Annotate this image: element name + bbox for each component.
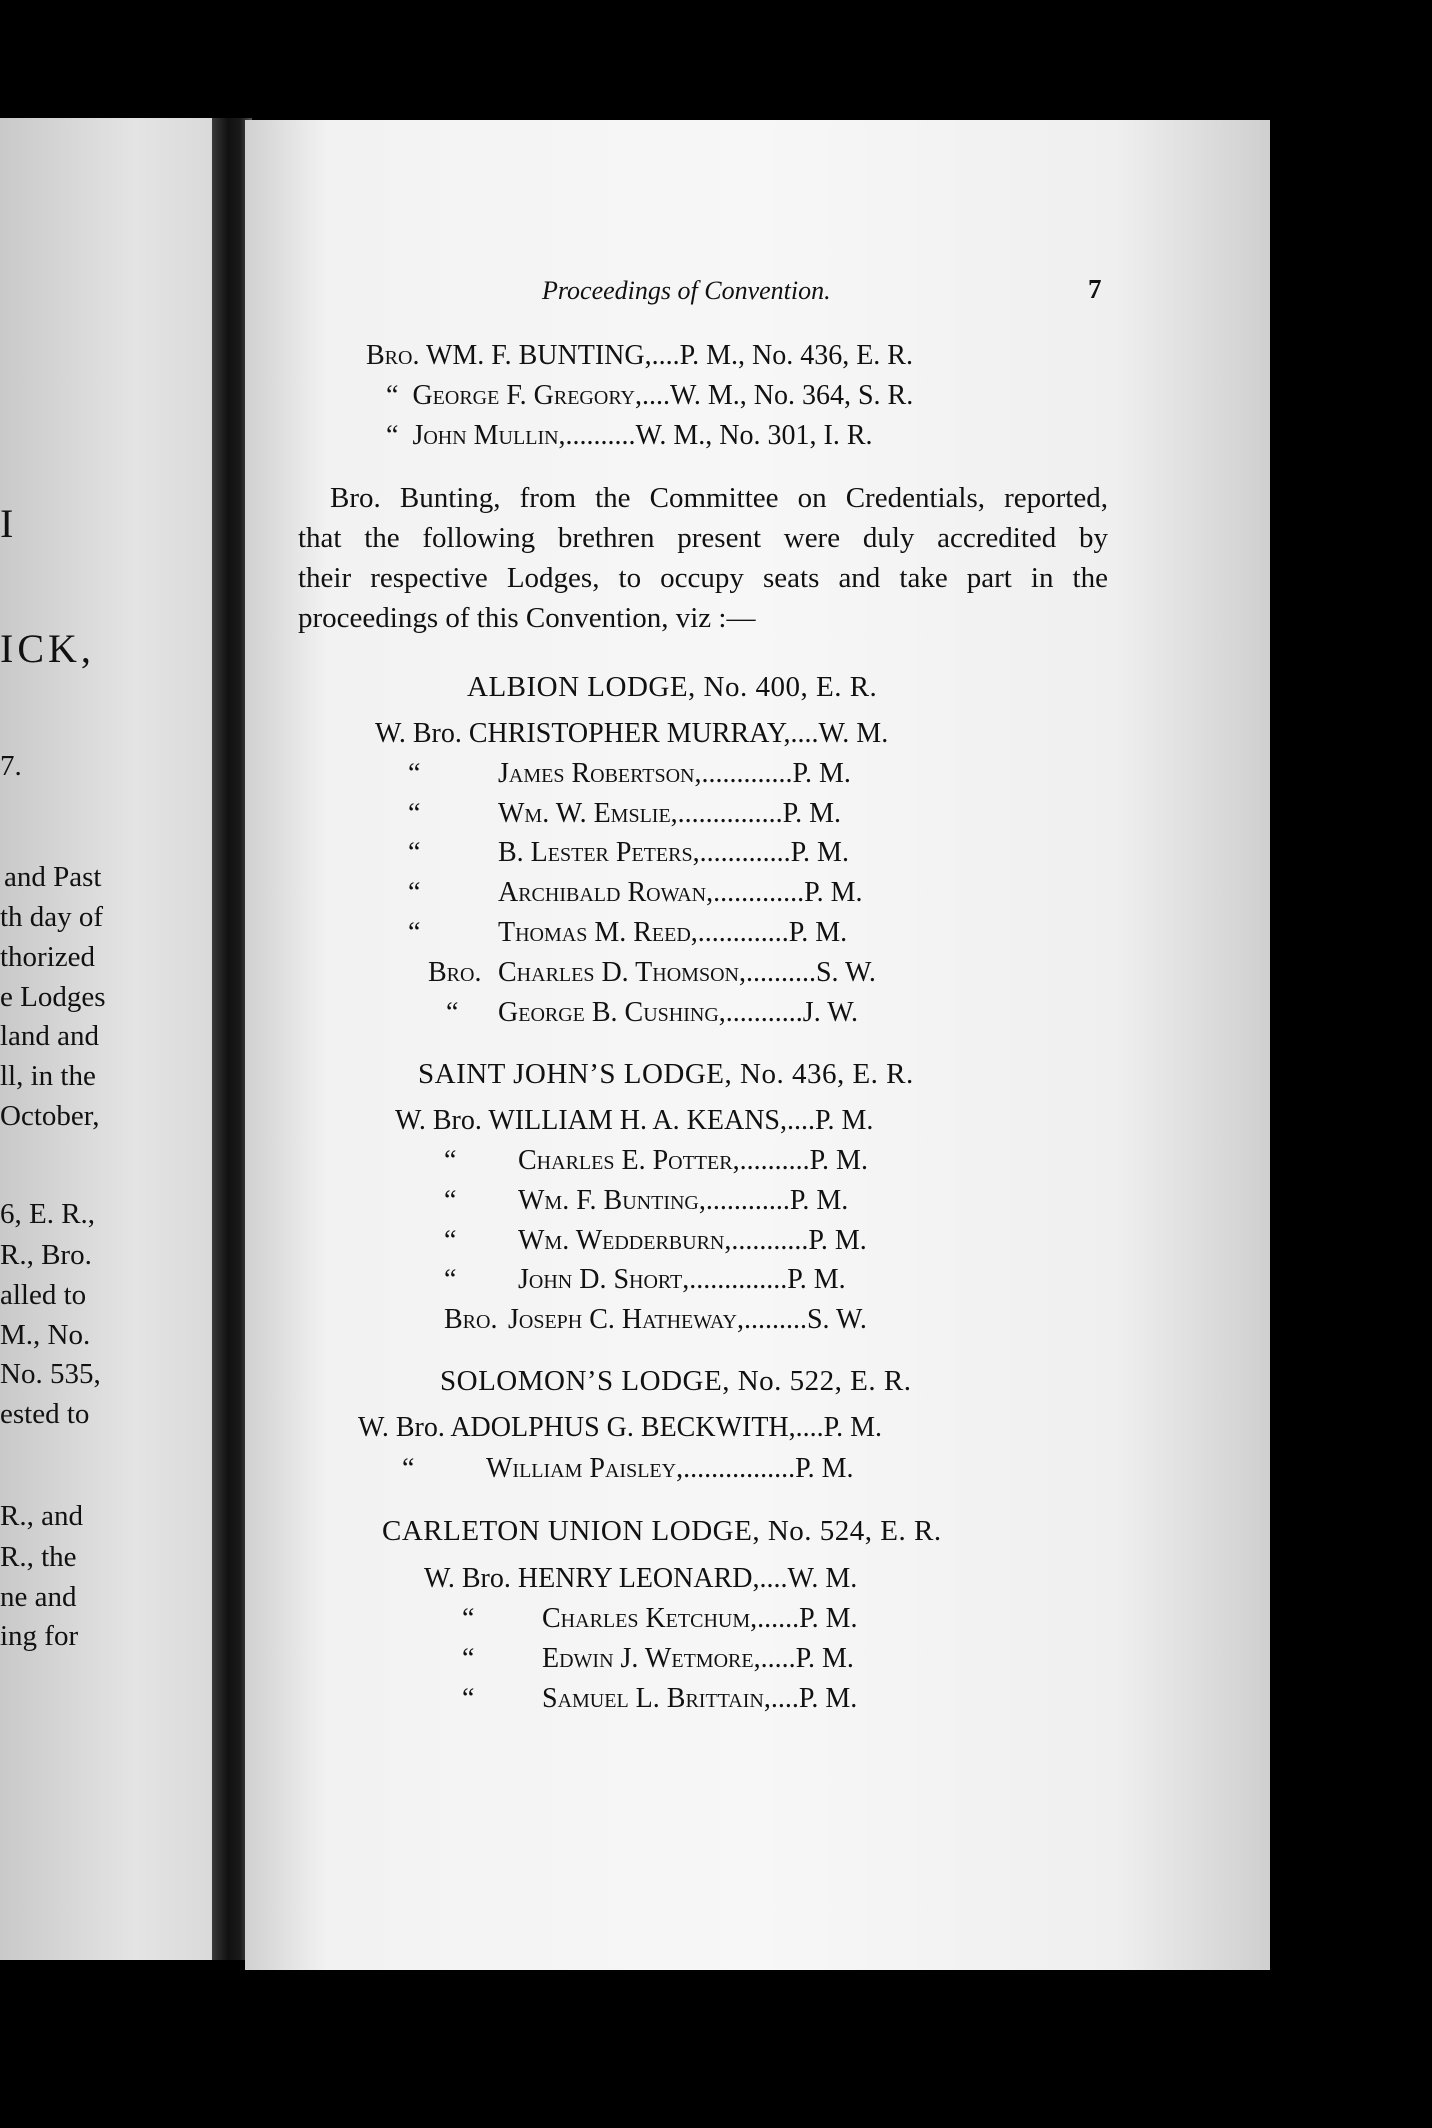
left-fragment: ICK,: [0, 626, 95, 671]
left-fragment: thorized: [0, 941, 96, 973]
paragraph-line: their respective Lodges, to occupy seats and take part in the: [298, 562, 1108, 594]
member-rank: P. M.: [789, 1185, 849, 1216]
member-rank: P. M.: [788, 917, 848, 948]
leader-dots: ..............: [689, 1264, 788, 1295]
member-name: Wm. Wedderburn,: [518, 1225, 732, 1256]
member-row: [518, 1185, 848, 1217]
member-rank: P. M.: [795, 1643, 854, 1674]
member-row: [408, 877, 420, 909]
lodge-heading: ALBION LODGE, No. 400, E. R.: [467, 671, 878, 703]
left-fragment: M., No.: [0, 1319, 91, 1351]
member-prefix: W. Bro.: [395, 1105, 482, 1136]
member-rank: P. M.: [792, 758, 851, 789]
member-row: [542, 1603, 858, 1635]
ditto-mark: “: [408, 837, 421, 868]
committee-row: [386, 420, 873, 452]
left-fragment: ested to: [0, 1398, 90, 1430]
member-rank: P. M.: [798, 1683, 858, 1714]
member-row: [542, 1683, 857, 1715]
ditto-mark: “: [408, 758, 421, 789]
leader-dots: ...........: [731, 1225, 809, 1256]
left-fragment: e Lodges: [0, 981, 106, 1013]
member-prefix: Bro.: [444, 1304, 498, 1335]
paragraph-line: proceedings of this Convention, viz :—: [298, 602, 756, 634]
member-row: [508, 1304, 867, 1336]
member-row: [408, 798, 420, 830]
left-fragment: R., Bro.: [0, 1239, 92, 1271]
member-prefix: W. Bro.: [424, 1563, 511, 1594]
member-row: [375, 718, 888, 750]
member-row: [498, 997, 858, 1029]
member-rank: P. M., No. 436, E. R.: [679, 340, 913, 371]
left-fragment: I: [0, 501, 18, 546]
member-name: Charles E. Potter,: [518, 1145, 740, 1176]
leader-dots: ....: [759, 1563, 788, 1594]
member-rank: P. M.: [815, 1105, 874, 1136]
member-prefix: Bro.: [428, 957, 482, 988]
leader-dots: ..........: [745, 957, 816, 988]
member-rank: J. W.: [802, 997, 859, 1028]
member-name: Charles D. Thomson,: [498, 957, 746, 988]
member-row: [498, 837, 849, 869]
leader-dots: ................: [683, 1453, 796, 1484]
leader-dots: ...........: [725, 997, 803, 1028]
ditto-mark: “: [386, 420, 399, 451]
member-name: Joseph C. Hatheway,: [508, 1304, 744, 1335]
ditto-mark: “: [408, 877, 421, 908]
leader-dots: ....: [770, 1683, 799, 1714]
member-rank: W. M.: [787, 1563, 858, 1594]
member-row: [498, 758, 851, 790]
member-rank: P. M.: [809, 1145, 868, 1176]
member-row: [542, 1643, 854, 1675]
leader-dots: .....: [760, 1643, 796, 1674]
member-name: Samuel L. Brittain,: [542, 1683, 771, 1714]
member-row: [358, 1412, 882, 1444]
left-fragment: ne and: [0, 1581, 77, 1613]
member-name: WILLIAM H. A. KEANS,: [488, 1105, 787, 1136]
ditto-mark: “: [444, 1145, 457, 1176]
page-number: 7: [1088, 274, 1102, 304]
leader-dots: ....: [790, 718, 819, 749]
leader-dots: ..........: [739, 1145, 810, 1176]
member-row: [424, 1563, 857, 1595]
left-fragment: R., and: [0, 1500, 83, 1532]
member-row: [486, 1453, 853, 1485]
leader-dots: .........: [743, 1304, 807, 1335]
member-prefix: W. Bro.: [375, 718, 462, 749]
ditto-mark: “: [446, 997, 459, 1028]
member-row: [408, 837, 420, 869]
member-name: George F. Gregory,: [412, 380, 642, 411]
member-name: Charles Ketchum,: [542, 1603, 758, 1634]
ditto-mark: “: [408, 798, 421, 829]
member-row: [462, 1683, 474, 1715]
member-name: Thomas M. Reed,: [498, 917, 698, 948]
running-head: Proceedings of Convention.: [542, 276, 831, 305]
left-fragment: 7.: [0, 750, 22, 782]
member-name: John D. Short,: [518, 1264, 690, 1295]
leader-dots: ....: [642, 380, 670, 411]
member-rank: P. M.: [799, 1603, 858, 1634]
leader-dots: .............: [697, 917, 789, 948]
leader-dots: ..........: [565, 420, 636, 451]
member-rank: W. M.: [818, 718, 889, 749]
leader-dots: ......: [757, 1603, 800, 1634]
committee-row: [366, 340, 913, 372]
member-row: [462, 1603, 474, 1635]
member-row: [395, 1105, 873, 1137]
member-row: [446, 997, 458, 1029]
left-fragment: October,: [0, 1100, 100, 1132]
member-prefix: W. Bro.: [358, 1412, 445, 1443]
left-fragment: 6, E. R.,: [0, 1198, 96, 1230]
ditto-mark: “: [386, 380, 399, 411]
member-name: George B. Cushing,: [498, 997, 726, 1028]
member-rank: P. M.: [808, 1225, 867, 1256]
member-row: [408, 917, 420, 949]
ditto-mark: “: [444, 1185, 457, 1216]
leader-dots: ....: [787, 1105, 815, 1136]
ditto-mark: “: [462, 1643, 475, 1674]
member-row: [498, 798, 841, 830]
member-row: [428, 957, 481, 989]
member-row: [408, 758, 420, 790]
member-name: Wm. F. Bunting,: [518, 1185, 706, 1216]
member-name: William Paisley,: [486, 1453, 684, 1484]
member-row: [498, 917, 847, 949]
left-fragment: ll, in the: [0, 1060, 96, 1092]
member-name: Wm. W. Emslie,: [498, 798, 678, 829]
ditto-mark: “: [444, 1264, 457, 1295]
member-row: [444, 1185, 456, 1217]
member-row: [444, 1225, 456, 1257]
paragraph-line: that the following brethren present were duly accredited by: [298, 522, 1108, 554]
paragraph-line: Bro. Bunting, from the Committee on Credentials, reported,: [330, 482, 1108, 514]
member-row: [462, 1643, 474, 1675]
member-rank: S. W.: [806, 1304, 867, 1335]
leader-dots: ....: [795, 1412, 824, 1443]
lodge-heading: SAINT JOHN’S LODGE, No. 436, E. R.: [418, 1058, 914, 1090]
member-name: WM. F. BUNTING,: [425, 340, 652, 371]
leader-dots: .............: [701, 758, 793, 789]
member-name: CHRISTOPHER MURRAY,: [468, 718, 791, 749]
member-rank: W. M., No. 301, I. R.: [635, 420, 873, 451]
member-name: Archibald Rowan,: [498, 877, 714, 908]
left-fragment: R., the: [0, 1541, 77, 1573]
ditto-mark: “: [462, 1683, 475, 1714]
member-row: [518, 1145, 868, 1177]
ditto-mark: “: [444, 1225, 457, 1256]
leader-dots: ............: [705, 1185, 790, 1216]
member-name: HENRY LEONARD,: [517, 1563, 760, 1594]
ditto-mark: “: [408, 917, 421, 948]
member-name: John Mullin,: [412, 420, 566, 451]
left-fragment: th day of: [0, 901, 104, 933]
leader-dots: ....: [651, 340, 680, 371]
member-row: [498, 957, 876, 989]
member-rank: S. W.: [815, 957, 876, 988]
member-row: [498, 877, 863, 909]
member-prefix: Bro.: [366, 340, 420, 371]
ditto-mark: “: [462, 1603, 475, 1634]
leader-dots: .............: [699, 837, 791, 868]
member-rank: P. M.: [804, 877, 863, 908]
member-row: [402, 1453, 414, 1485]
lodge-heading: CARLETON UNION LODGE, No. 524, E. R.: [382, 1515, 942, 1547]
left-fragment: No. 535,: [0, 1358, 101, 1390]
left-fragment: alled to: [0, 1279, 87, 1311]
member-rank: W. M., No. 364, S. R.: [670, 380, 914, 411]
member-rank: P. M.: [823, 1412, 883, 1443]
member-row: [444, 1145, 456, 1177]
member-name: ADOLPHUS G. BECKWITH,: [450, 1412, 796, 1443]
leader-dots: .............: [713, 877, 805, 908]
member-name: Edwin J. Wetmore,: [542, 1643, 761, 1674]
member-rank: P. M.: [790, 837, 849, 868]
credentials-paragraph: [298, 478, 1108, 638]
lodge-heading: SOLOMON’S LODGE, No. 522, E. R.: [440, 1365, 912, 1397]
member-row: [444, 1264, 456, 1296]
ditto-mark: “: [402, 1453, 415, 1484]
member-rank: P. M.: [787, 1264, 846, 1295]
member-name: James Robertson,: [498, 758, 702, 789]
member-row: [518, 1264, 846, 1296]
leader-dots: ...............: [677, 798, 783, 829]
member-rank: P. M.: [795, 1453, 854, 1484]
member-rank: P. M.: [782, 798, 842, 829]
member-row: [518, 1225, 867, 1257]
member-row: [444, 1304, 497, 1336]
left-fragment: and Past: [4, 861, 102, 893]
left-fragment: ing for: [0, 1620, 79, 1652]
left-fragment: land and: [0, 1020, 100, 1052]
committee-row: [386, 380, 913, 412]
member-name: B. Lester Peters,: [498, 837, 700, 868]
